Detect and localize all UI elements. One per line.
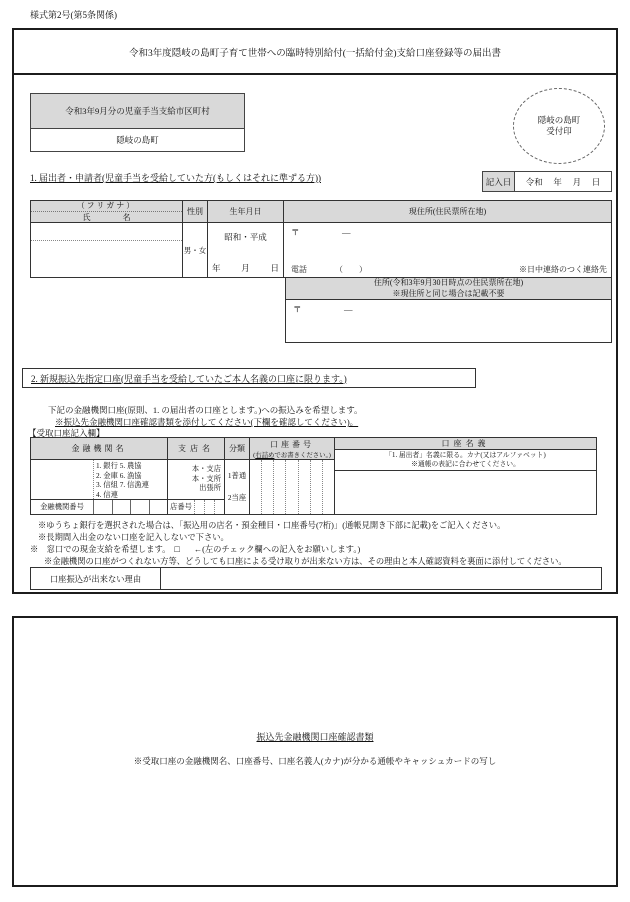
bank-code-digit-cell[interactable]	[93, 500, 112, 514]
bank-code-label: 金融機関番号	[40, 502, 84, 511]
branch-header-cell: 支店名	[168, 438, 224, 460]
bank-name-input-area[interactable]	[31, 460, 93, 499]
account-holder-column	[334, 438, 596, 514]
account-number-digit-cell[interactable]	[273, 460, 285, 514]
address-header-cell: 現住所(住民票所在地)	[284, 201, 611, 223]
section2-intro-line1: 下記の金融機関口座(原則、1. の届出者の口座とします。)への振込みを希望します。	[48, 405, 363, 415]
class-option-touza: 2当座	[227, 492, 247, 502]
stamp-line1: 隠岐の島町	[537, 114, 581, 125]
account-class-column	[224, 438, 249, 514]
stamp-line2: 受付印	[546, 126, 572, 136]
postal-mark: 〒 ―	[291, 227, 351, 237]
bank-body	[31, 460, 167, 499]
bank-header-cell: 金融機関名	[31, 438, 167, 460]
year-label: 年	[553, 176, 562, 187]
class-option-futsuu: 1普通	[227, 471, 247, 481]
birthdate-input-cell[interactable]	[208, 223, 283, 277]
entry-date-label: 記入日	[483, 172, 515, 191]
branch-code-digit-cell[interactable]	[194, 500, 204, 514]
account-number-digit-cell[interactable]	[250, 460, 261, 514]
account-number-column	[249, 438, 334, 514]
gender-header-cell: 性別	[183, 201, 207, 223]
bank-type-options: 1. 銀行 5. 農協 2. 金庫 6. 漁協 3. 信組 7. 信漁連 4. 信連	[93, 460, 167, 499]
form-title: 令和3年度隠岐の島町子育て世帯への臨時特別給付(一括給付金)支給口座登録等の届出書	[128, 48, 502, 59]
address-column	[283, 201, 611, 277]
account-holder-input-cell[interactable]	[335, 471, 596, 514]
entry-date-value[interactable]	[515, 172, 611, 191]
bank-column	[31, 438, 167, 514]
account-number-digit-cell[interactable]	[310, 460, 322, 514]
applicant-table	[30, 200, 612, 278]
account-holder-notes: 「1. 届出者」名義に限る。カナ(又はアルファベット) ※通帳の表記に合わせてください。	[335, 450, 596, 471]
attachment-title: 振込先金融機関口座確認書類	[256, 732, 374, 742]
day-label: 日	[591, 176, 601, 187]
account-number-digit-cell[interactable]	[285, 460, 297, 514]
note-dormant-account: ※長期間入出金のない口座を記入しないで下さい。	[38, 533, 229, 542]
entry-date-box	[482, 171, 612, 192]
branch-code-digit-cell[interactable]	[204, 500, 214, 514]
branch-type-options: 本・支店 本・支所 出張所	[191, 464, 221, 493]
month-label: 月	[572, 176, 582, 187]
note-cash-payment: ※ 窓口での現金支給を希望します。 □ ←(左のチェック欄への記入をお願いします。)	[30, 544, 361, 554]
furigana-input-area[interactable]	[31, 223, 182, 241]
branch-code-label: 店番号	[170, 502, 192, 511]
bank-code-row	[31, 499, 167, 514]
account-number-header-cell: 口座番号 (右詰めでお書きください。)	[250, 438, 334, 460]
account-number-digit-cell[interactable]	[322, 460, 334, 514]
section2-heading: 2. 新規振込先指定口座(児童手当を受給していたご本人名義の口座に限ります。)	[31, 373, 347, 384]
class-header-cell: 分類	[225, 438, 249, 460]
no-transfer-reason-input[interactable]	[161, 568, 601, 589]
account-table-title: 【受取口座記入欄】	[28, 428, 105, 438]
birth-era-options: 昭和・平成	[224, 232, 267, 242]
name-column	[31, 201, 182, 277]
attachment-note: ※受取口座の金融機関名、口座番号、口座名義人(カナ)が分かる通帳やキャッシュカードの写し	[133, 756, 497, 766]
account-holder-header-cell: 口座名義	[335, 438, 596, 450]
title-divider	[12, 73, 618, 75]
section1-heading: 1. 届出者・申請者(児童手当を受給していた方(もしくはそれに準ずる方))	[30, 173, 321, 183]
kana-header: （フリガナ）	[31, 200, 182, 212]
phone-label: 電話 （ ）	[291, 265, 367, 274]
bank-code-digit-cell[interactable]	[149, 500, 168, 514]
previous-address-header: 住所(令和3年9月30日時点の住民票所在地) ※現住所と同じ場合は記載不要	[286, 278, 611, 300]
account-number-digits	[250, 460, 334, 514]
gender-select-cell[interactable]: 男・女	[183, 245, 207, 255]
no-transfer-reason-label: 口座振込が出来ない理由	[31, 568, 161, 589]
phone-note: ※日中連絡のつく連絡先	[519, 265, 607, 274]
name-input-cell[interactable]	[31, 223, 182, 277]
postal-mark-2: 〒 ―	[293, 304, 353, 314]
name-header: 氏 名	[82, 213, 131, 222]
era-label: 令和	[525, 176, 543, 187]
branch-code-digit-cell[interactable]	[214, 500, 224, 514]
birth-ymd-labels: 年 月 日	[212, 263, 279, 273]
previous-address-block	[285, 277, 612, 343]
birthdate-column	[207, 201, 283, 277]
previous-address-input-cell[interactable]	[286, 300, 611, 342]
cash-payment-checkbox[interactable]: □	[174, 544, 180, 554]
account-number-digit-cell[interactable]	[261, 460, 273, 514]
phone-row	[291, 264, 607, 275]
account-table	[30, 437, 597, 515]
gender-column	[182, 201, 207, 277]
birthdate-header-cell: 生年月日	[208, 201, 283, 223]
municipality-header-cell: 令和3年9月分の児童手当支給市区町村	[30, 93, 245, 129]
section2-heading-box	[22, 368, 476, 388]
reception-stamp-circle	[513, 88, 605, 164]
attachment-box	[12, 616, 618, 887]
form-code-label: 様式第2号(第5条関係)	[30, 10, 117, 20]
bank-code-digit-cell[interactable]	[130, 500, 149, 514]
note-no-account: ※金融機関の口座がつくれない方等、どうしても口座による受け取りが出来ない方は、その理由と本人確認資料を裏面に添付してください。	[44, 557, 567, 566]
account-number-digit-cell[interactable]	[298, 460, 310, 514]
note-yucho: ※ゆうちょ銀行を選択された場合は、「振込用の店名・預金種目・口座番号(7桁)」(通帳見開き下部に記載)をご記入ください。	[38, 521, 506, 530]
address-input-cell[interactable]	[284, 223, 611, 277]
municipality-value-cell: 隠岐の島町	[30, 129, 245, 152]
no-transfer-reason-box	[30, 567, 602, 590]
section2-intro-line2: ※振込先金融機関口座確認書類を添付してください(下欄を確認してください)。	[55, 417, 359, 427]
branch-column	[167, 438, 224, 514]
class-options-cell[interactable]	[225, 460, 249, 514]
account-number-note: (右詰めでお書きください。)	[253, 451, 331, 459]
bank-code-digit-cell[interactable]	[112, 500, 131, 514]
name-header-cell	[31, 201, 182, 223]
branch-code-row	[168, 499, 224, 514]
